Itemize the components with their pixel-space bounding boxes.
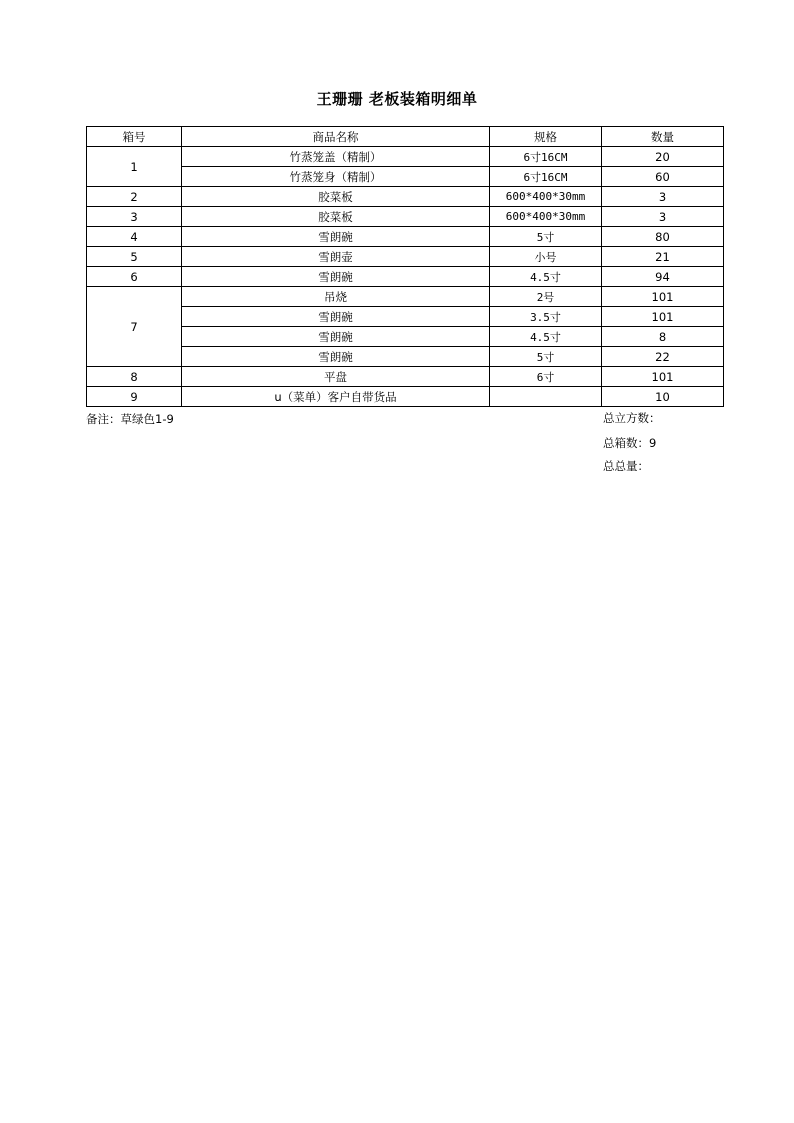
table-row bbox=[87, 267, 724, 287]
product-name-cell: 雪朗碗 bbox=[182, 327, 490, 347]
spec-cell: 600*400*30mm bbox=[490, 207, 602, 227]
box-number-cell: 9 bbox=[87, 387, 182, 407]
product-name-cell: 平盘 bbox=[182, 367, 490, 387]
spec-cell: 6寸16CM bbox=[490, 147, 602, 167]
remarks-note: 备注：草绿色1-9 bbox=[86, 412, 174, 426]
quantity-cell: 3 bbox=[602, 207, 724, 227]
table-row bbox=[87, 167, 724, 187]
quantity-cell: 101 bbox=[602, 307, 724, 327]
header-spec: 规格 bbox=[490, 127, 602, 147]
spec-cell: 2号 bbox=[490, 287, 602, 307]
box-number-cell: 8 bbox=[87, 367, 182, 387]
spec-cell: 5寸 bbox=[490, 347, 602, 367]
table-row bbox=[87, 187, 724, 207]
total-volume-label: 总立方数： bbox=[603, 411, 661, 425]
table-row bbox=[87, 207, 724, 227]
product-name-cell: 胶菜板 bbox=[182, 207, 490, 227]
table-row bbox=[87, 287, 724, 307]
product-name-cell: 雪朗碗 bbox=[182, 307, 490, 327]
quantity-cell: 101 bbox=[602, 367, 724, 387]
header-product-name: 商品名称 bbox=[182, 127, 490, 147]
table-row bbox=[87, 227, 724, 247]
header-box-no: 箱号 bbox=[87, 127, 182, 147]
product-name-cell: 竹蒸笼身（精制） bbox=[182, 167, 490, 187]
quantity-cell: 22 bbox=[602, 347, 724, 367]
spec-cell: 600*400*30mm bbox=[490, 187, 602, 207]
quantity-cell: 8 bbox=[602, 327, 724, 347]
total-boxes-label: 总箱数：9 bbox=[603, 436, 657, 450]
quantity-cell: 94 bbox=[602, 267, 724, 287]
document-title: 王珊珊 老板装箱明细单 bbox=[316, 90, 478, 108]
quantity-cell: 3 bbox=[602, 187, 724, 207]
box-number-cell: 3 bbox=[87, 207, 182, 227]
box-number-cell: 4 bbox=[87, 227, 182, 247]
quantity-cell: 20 bbox=[602, 147, 724, 167]
header-quantity: 数量 bbox=[602, 127, 724, 147]
box-number-cell: 5 bbox=[87, 247, 182, 267]
spec-cell: 5寸 bbox=[490, 227, 602, 247]
table-row bbox=[87, 367, 724, 387]
spec-cell: 4.5寸 bbox=[490, 327, 602, 347]
box-number-cell: 2 bbox=[87, 187, 182, 207]
spec-cell: 小号 bbox=[490, 247, 602, 267]
table-row bbox=[87, 147, 724, 167]
quantity-cell: 10 bbox=[602, 387, 724, 407]
quantity-cell: 21 bbox=[602, 247, 724, 267]
box-number-cell: 6 bbox=[87, 267, 182, 287]
product-name-cell: 胶菜板 bbox=[182, 187, 490, 207]
table-header-row bbox=[87, 127, 724, 147]
product-name-cell: u（菜单）客户自带货品 bbox=[182, 387, 490, 407]
spec-cell: 4.5寸 bbox=[490, 267, 602, 287]
product-name-cell: 雪朗壶 bbox=[182, 247, 490, 267]
box-number-cell: 1 bbox=[87, 147, 182, 187]
table-row bbox=[87, 247, 724, 267]
spec-cell: 3.5寸 bbox=[490, 307, 602, 327]
spec-cell bbox=[490, 387, 602, 407]
table-row bbox=[87, 307, 724, 327]
quantity-cell: 101 bbox=[602, 287, 724, 307]
product-name-cell: 雪朗碗 bbox=[182, 227, 490, 247]
table-row bbox=[87, 327, 724, 347]
table-row bbox=[87, 387, 724, 407]
spec-cell: 6寸16CM bbox=[490, 167, 602, 187]
quantity-cell: 80 bbox=[602, 227, 724, 247]
product-name-cell: 吊烧 bbox=[182, 287, 490, 307]
product-name-cell: 雪朗碗 bbox=[182, 267, 490, 287]
product-name-cell: 竹蒸笼盖（精制） bbox=[182, 147, 490, 167]
box-number-cell: 7 bbox=[87, 287, 182, 367]
total-weight-label: 总总量： bbox=[603, 459, 649, 473]
spec-cell: 6寸 bbox=[490, 367, 602, 387]
quantity-cell: 60 bbox=[602, 167, 724, 187]
table-row bbox=[87, 347, 724, 367]
product-name-cell: 雪朗碗 bbox=[182, 347, 490, 367]
packing-list-table bbox=[86, 126, 724, 407]
